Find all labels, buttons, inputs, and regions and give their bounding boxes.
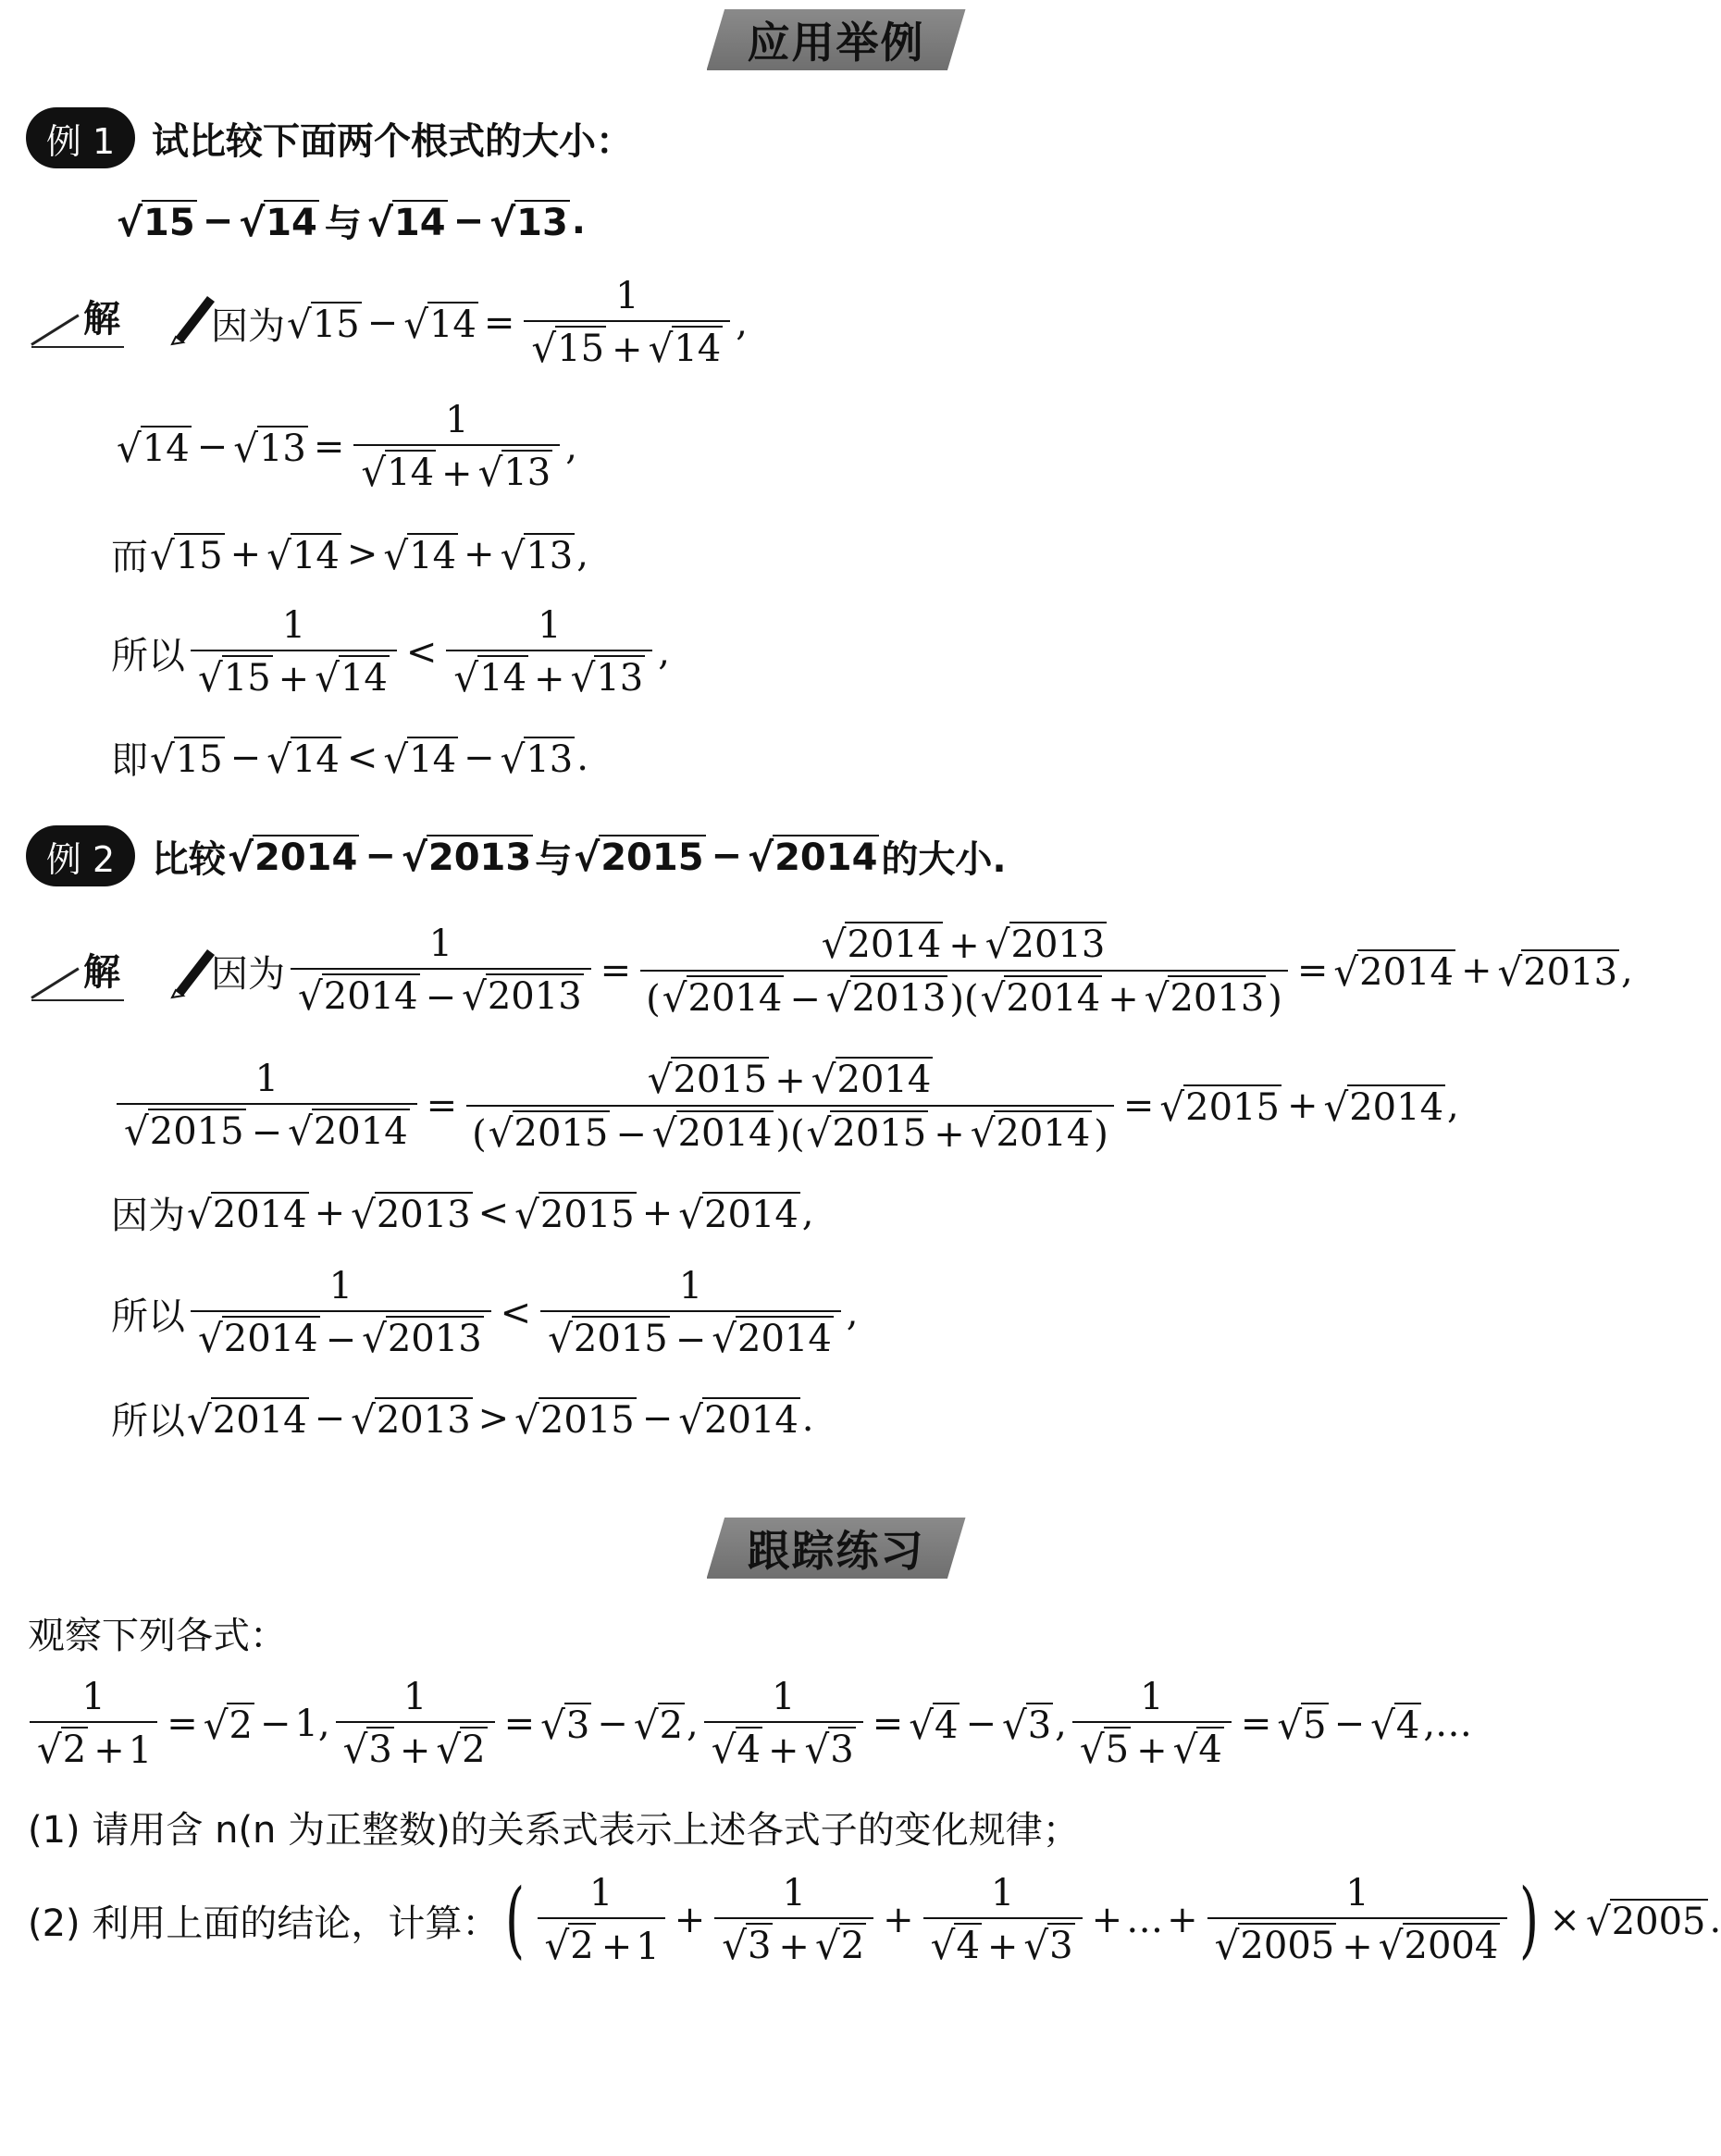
- example1-line5: 即 √ 15 − √ 14 < √ 14 − √ 13 .: [111, 736, 588, 782]
- practice-series: 1 √ 2 + 1 = √ 2 − 1 , 1 √ 3 + √ 2 = √ 3 − √ 2 , 1 √ 4 + √ 3 = √ 4 − √ 3 , 1 √ 5 + √ 4 = √ 5 − √ 4 ,…: [24, 1677, 1472, 1771]
- section-title: 应用举例: [747, 18, 925, 68]
- section-banner-examples: [707, 9, 966, 70]
- example1-line3: 而 √ 15 + √ 14 > √ 14 + √ 13 ,: [111, 532, 588, 578]
- section-banner-practice: [707, 1518, 966, 1579]
- example-badge: 例 1: [26, 107, 135, 168]
- example2-line5: 所以 √ 2014 − √ 2013 > √ 2015 − √ 2014 .: [111, 1396, 814, 1443]
- practice-question-2: (2) 利用上面的结论，计算： ( 1 √ 2 + 1 + 1 √ 3 + √ 2 + 1 √ 4 + √ 3 + … + 1 √ 2005 + √ 2004 ) × √ 2005 .: [28, 1871, 1721, 1968]
- example2-line1: 因为 1 √ 2014 − √ 2013 = √ 2014 + √ 2013 ( √ 2014 − √ 2013 )( √ 2014 + √ 2013 ) = √ 2014 + √ 2013 ,: [211, 922, 1633, 1021]
- example2-question: 例 2 比较 √ 2014 − √ 2013 与 √ 2015 − √ 2014 的大小.: [26, 825, 1007, 886]
- example2-line3: 因为 √ 2014 + √ 2013 < √ 2015 + √ 2014 ,: [111, 1191, 814, 1237]
- practice-intro: 观察下列各式：: [28, 1615, 287, 1657]
- solution-marker: [28, 278, 222, 352]
- example1-line4: 所以 1 √ 15 + √ 14 < 1 √ 14 + √ 13 ,: [111, 604, 670, 700]
- question-text: 试比较下面两个根式的大小：: [152, 119, 633, 163]
- example-badge: 例 2: [26, 825, 135, 886]
- example1-line2: √ 14 − √ 13 = 1 √ 14 + √ 13 ,: [117, 399, 577, 495]
- solution-label: 解: [83, 951, 120, 994]
- example2-line2: 1 √ 2015 − √ 2014 = √ 2015 + √ 2014 ( √ 2015 − √ 2014 )( √ 2015 + √ 2014 ) = √ 2015 + √ 2014 ,: [111, 1057, 1459, 1155]
- example2-line4: 所以 1 √ 2014 − √ 2013 < 1 √ 2015 − √ 2014 ,: [111, 1265, 859, 1361]
- practice-question-1: (1) 请用含 n(n 为正整数)的关系式表示上述各式子的变化规律；: [28, 1809, 1080, 1852]
- example1-expression: √ 15 − √ 14 与 √ 14 − √ 13 .: [117, 199, 586, 245]
- example1-question: [26, 107, 633, 168]
- example1-line1: 因为 √ 15 − √ 14 = 1 √ 15 + √ 14 ,: [211, 275, 748, 371]
- solution-marker: [28, 931, 222, 1005]
- section-title: 跟踪练习: [747, 1526, 925, 1576]
- solution-label: 解: [83, 298, 120, 341]
